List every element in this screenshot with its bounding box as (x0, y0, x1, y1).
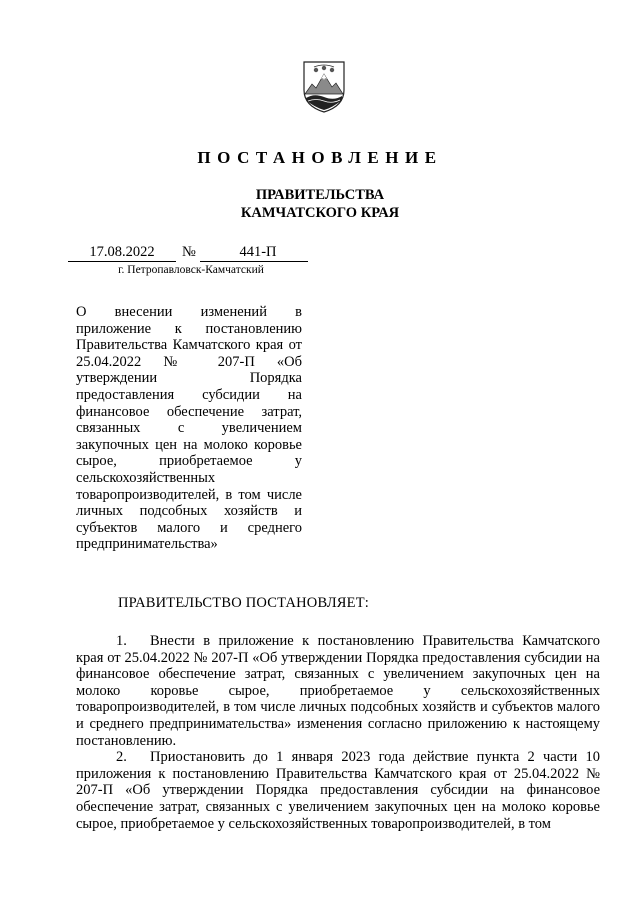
date-underline (68, 261, 176, 262)
list-item (76, 749, 600, 832)
number-sign: № (182, 244, 196, 260)
document-type-title: ПОСТАНОВЛЕНИЕ (197, 148, 443, 167)
authority-line-2: КАМЧАТСКОГО КРАЯ (240, 205, 400, 221)
document-subject: О внесении изменений в приложение к постановлению Правительства Камчатского края от 25.04.2022 № 207-П «Об утверждении Порядка предоставления субсидии на финансовое обеспечение затрат, связанных с увеличением закупочных цен на молоко коровье сырое, приобретаемое у сельскохозяйственных товаропроизводителей, в том числе личных подсобных хозяйств и субъектов малого и среднего предпринимательства» (76, 304, 302, 553)
authority-line-1: ПРАВИТЕЛЬСТВА (255, 187, 385, 203)
item-number: 2. (116, 749, 127, 766)
item-text: Приостановить до 1 января 2023 года действие пункта 2 части 10 приложения к постановлению Правительства Камчатского края от 25.04.2022 № 207-П «Об утверждении Порядка предоставления субсидии на финансовое обеспечение затрат, связанных с увеличением закупочных цен на молоко коровье сырое, приобретаемое у сельскохозяйственных товаропроизводителей, в том (76, 749, 600, 832)
document-date: 17.08.2022 (89, 244, 155, 260)
list-item (76, 633, 600, 749)
number-underline (200, 261, 308, 262)
issuing-authority (0, 186, 640, 222)
document-city: г. Петропавловск-Камчатский (118, 264, 264, 276)
decree-statement: ПРАВИТЕЛЬСТВО ПОСТАНОВЛЯЕТ: (118, 595, 370, 611)
document-body (76, 633, 600, 832)
item-text: Внести в приложение к постановлению Правительства Камчатского края от 25.04.2022 № 207-П «Об утверждении Порядка предоставления субсидии на финансовое обеспечение затрат, связанных с увеличением закупочных цен на молоко коровье сырое, приобретаемое у сельскохозяйственных товаропроизводителей, в том числе личных подсобных хозяйств и субъектов малого и среднего предпринимательства» изменения согласно приложению к настоящему постановлению. (76, 633, 600, 749)
document-number: 441-П (239, 244, 277, 260)
item-number: 1. (116, 633, 127, 649)
kamchatka-coat-of-arms-icon (302, 60, 346, 114)
